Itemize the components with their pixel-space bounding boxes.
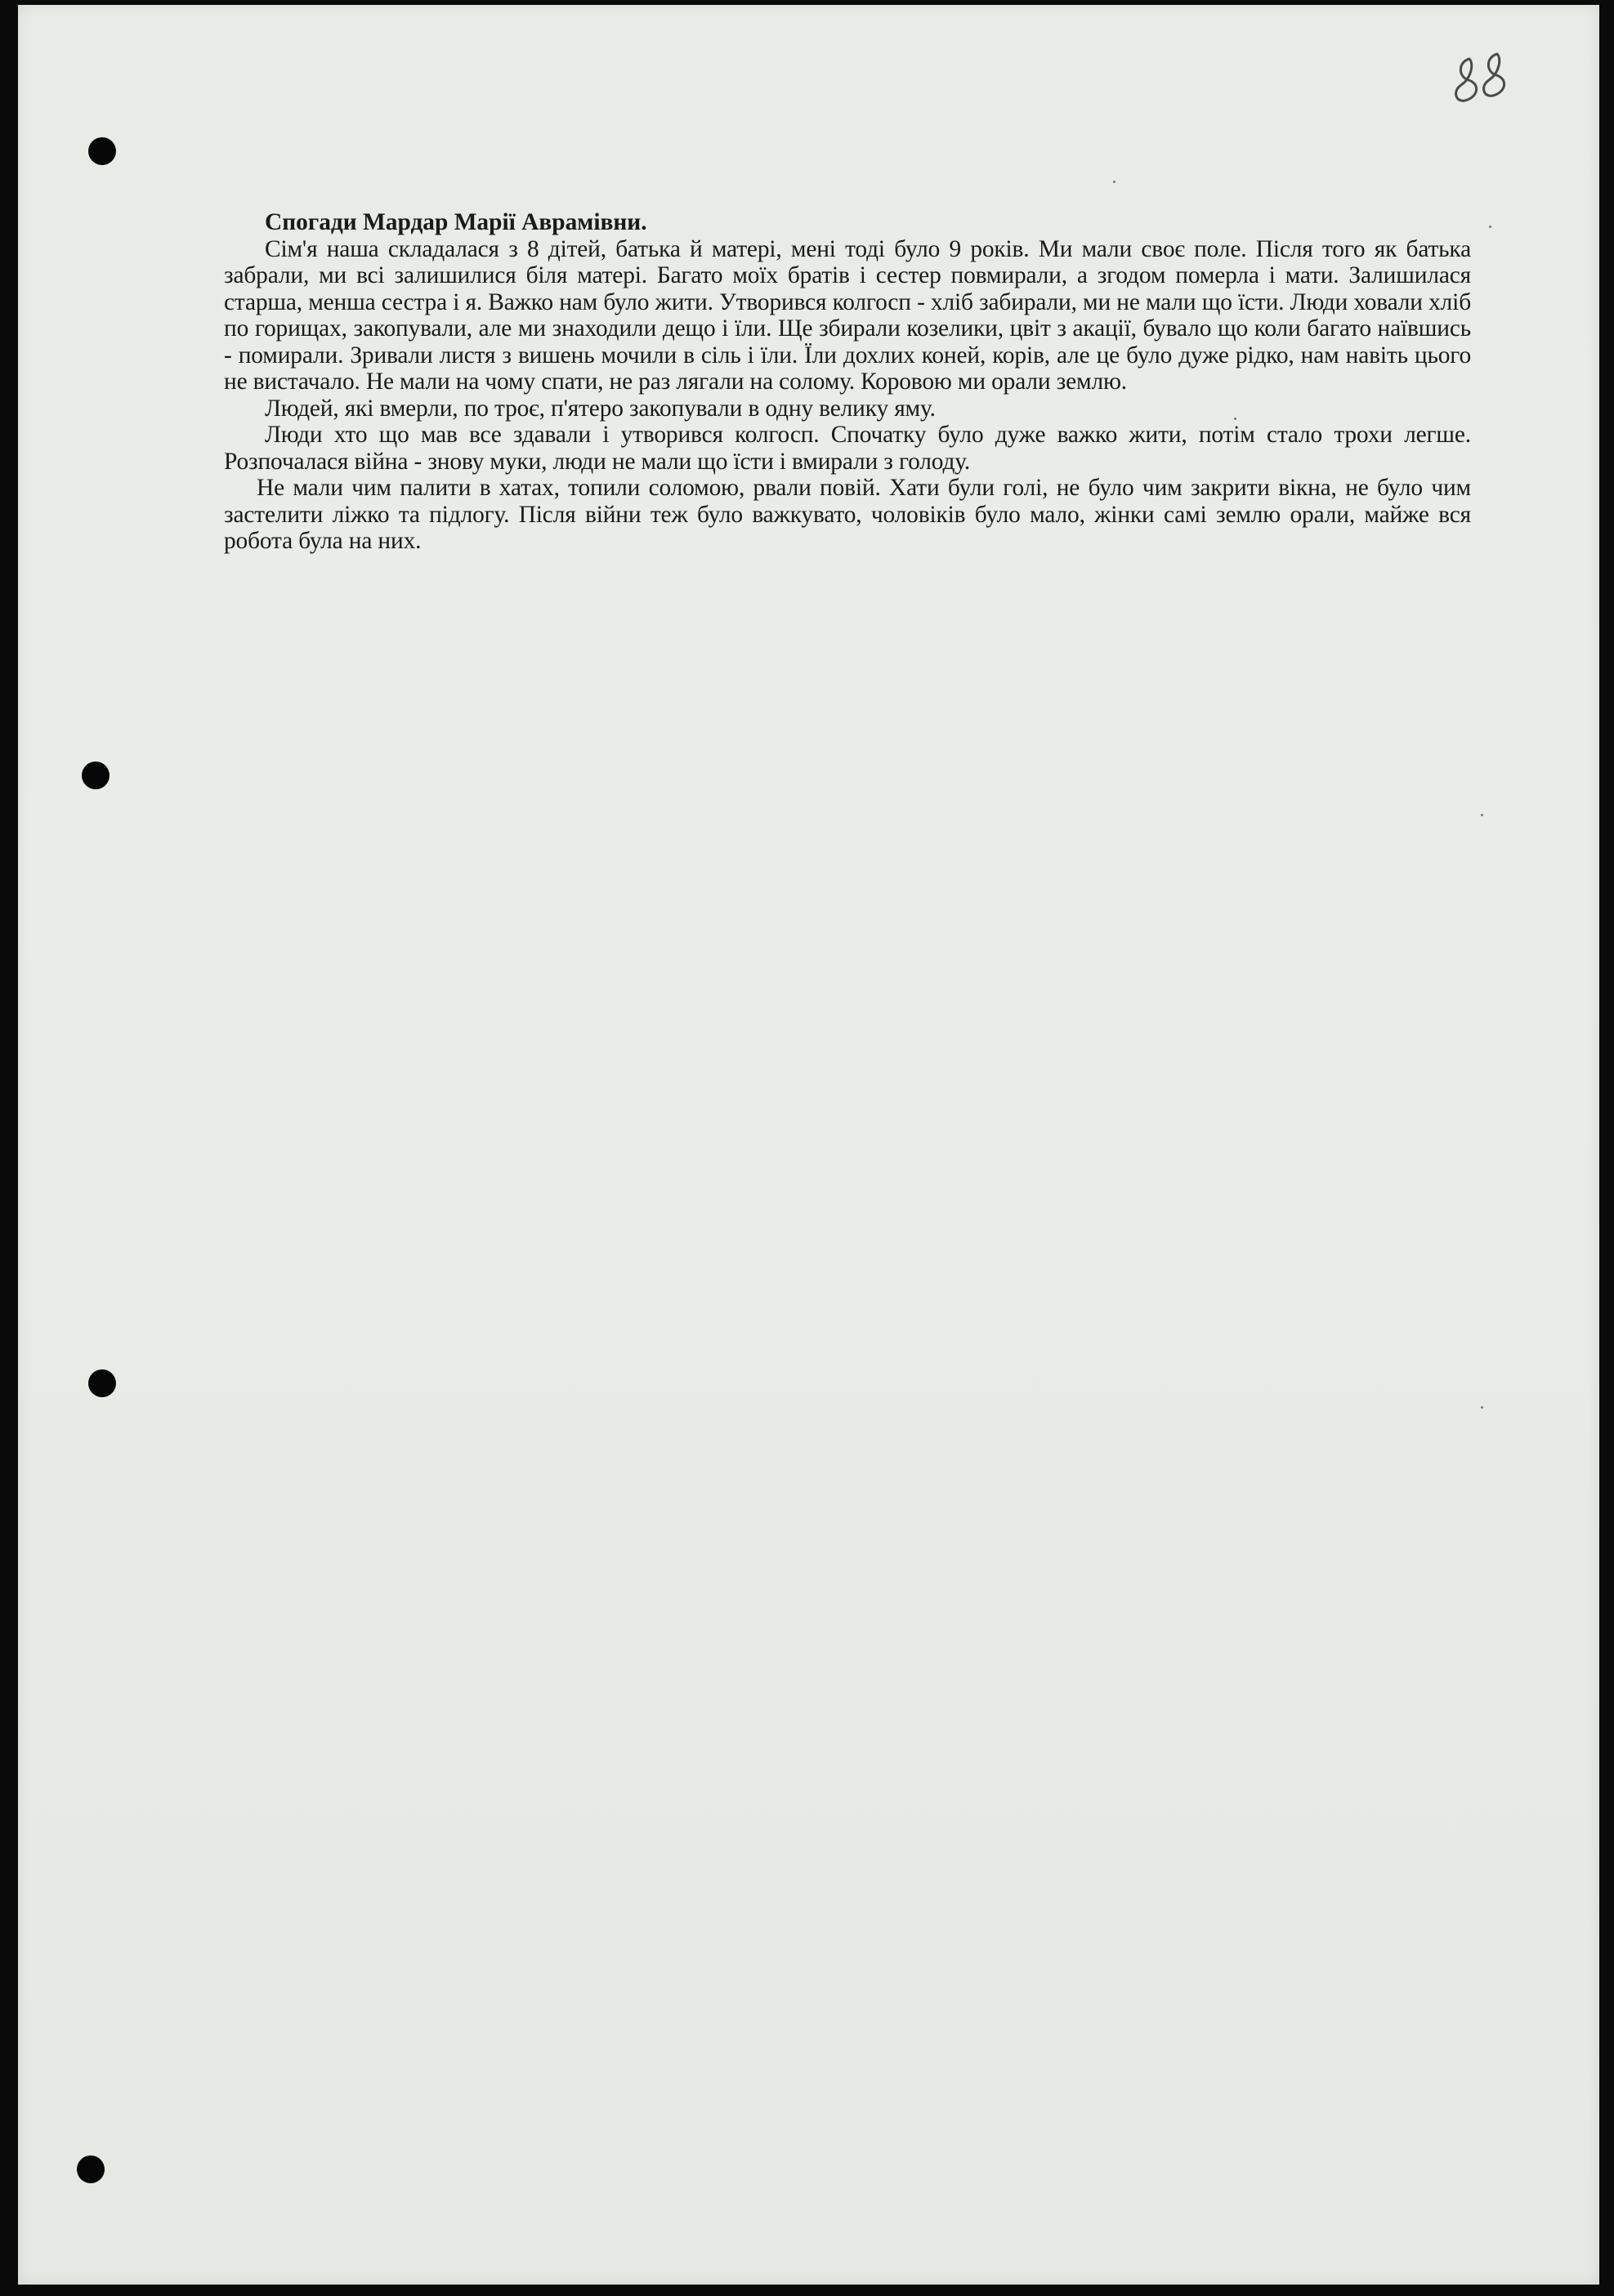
punch-hole xyxy=(88,1369,116,1397)
document-body xyxy=(224,209,1471,555)
paper-speck xyxy=(1489,226,1491,228)
paper-speck xyxy=(1481,814,1483,816)
punch-hole xyxy=(82,762,110,789)
punch-hole xyxy=(88,137,116,165)
paragraph: Не мали чим палити в хатах, топили соломою, рвали повій. Хати були голі, не було чим закрити вікна, не було чим застелити ліжко та підлогу. Після війни теж було важкувато, чоловіків було мало, жінки самі землю орали, майже вся робота була на них. xyxy=(224,475,1471,554)
punch-hole xyxy=(77,2155,105,2183)
paragraph: Сім'я наша складалася з 8 дітей, батька й матері, мені тоді було 9 років. Ми мали своє поле. Після того як батька забрали, ми всі залишилися біля матері. Багато моїх братів і сестер повмирали, а згодом померла і мати. Залишилася старша, менша сестра і я. Важко нам було жити. Утворився колгосп - хліб забирали, ми не мали що їсти. Люди ховали хліб по горищах, закопували, але ми знаходили дещо і їли. Ще збирали козелики, цвіт з акації, бувало що коли багато наївшись - помирали. Зривали листя з вишень мочили в сіль і їли. Їли дохлих коней, корів, але це було дуже рідко, нам навіть цього не вистачало. Не мали на чому спати, не раз лягали на солому. Коровою ми орали землю. xyxy=(224,235,1471,395)
paragraph: Людей, які вмерли, по троє, п'ятеро закопували в одну велику яму. xyxy=(265,395,936,422)
paper-sheet xyxy=(18,5,1599,2285)
paper-speck xyxy=(1234,418,1236,420)
page-number-handwriting xyxy=(1446,44,1520,126)
paper-speck xyxy=(1113,181,1115,183)
document-title: Спогади Мардар Марії Аврамівни. xyxy=(265,209,647,235)
paper-speck xyxy=(1481,1406,1483,1409)
paragraph: Люди хто що мав все здавали і утворився колгосп. Спочатку було дуже важко жити, потім стало трохи легше. Розпочалася війна - знову муки, люди не мали що їсти і вмирали з голоду. xyxy=(224,422,1471,475)
handwritten-page-number xyxy=(1446,44,1520,126)
